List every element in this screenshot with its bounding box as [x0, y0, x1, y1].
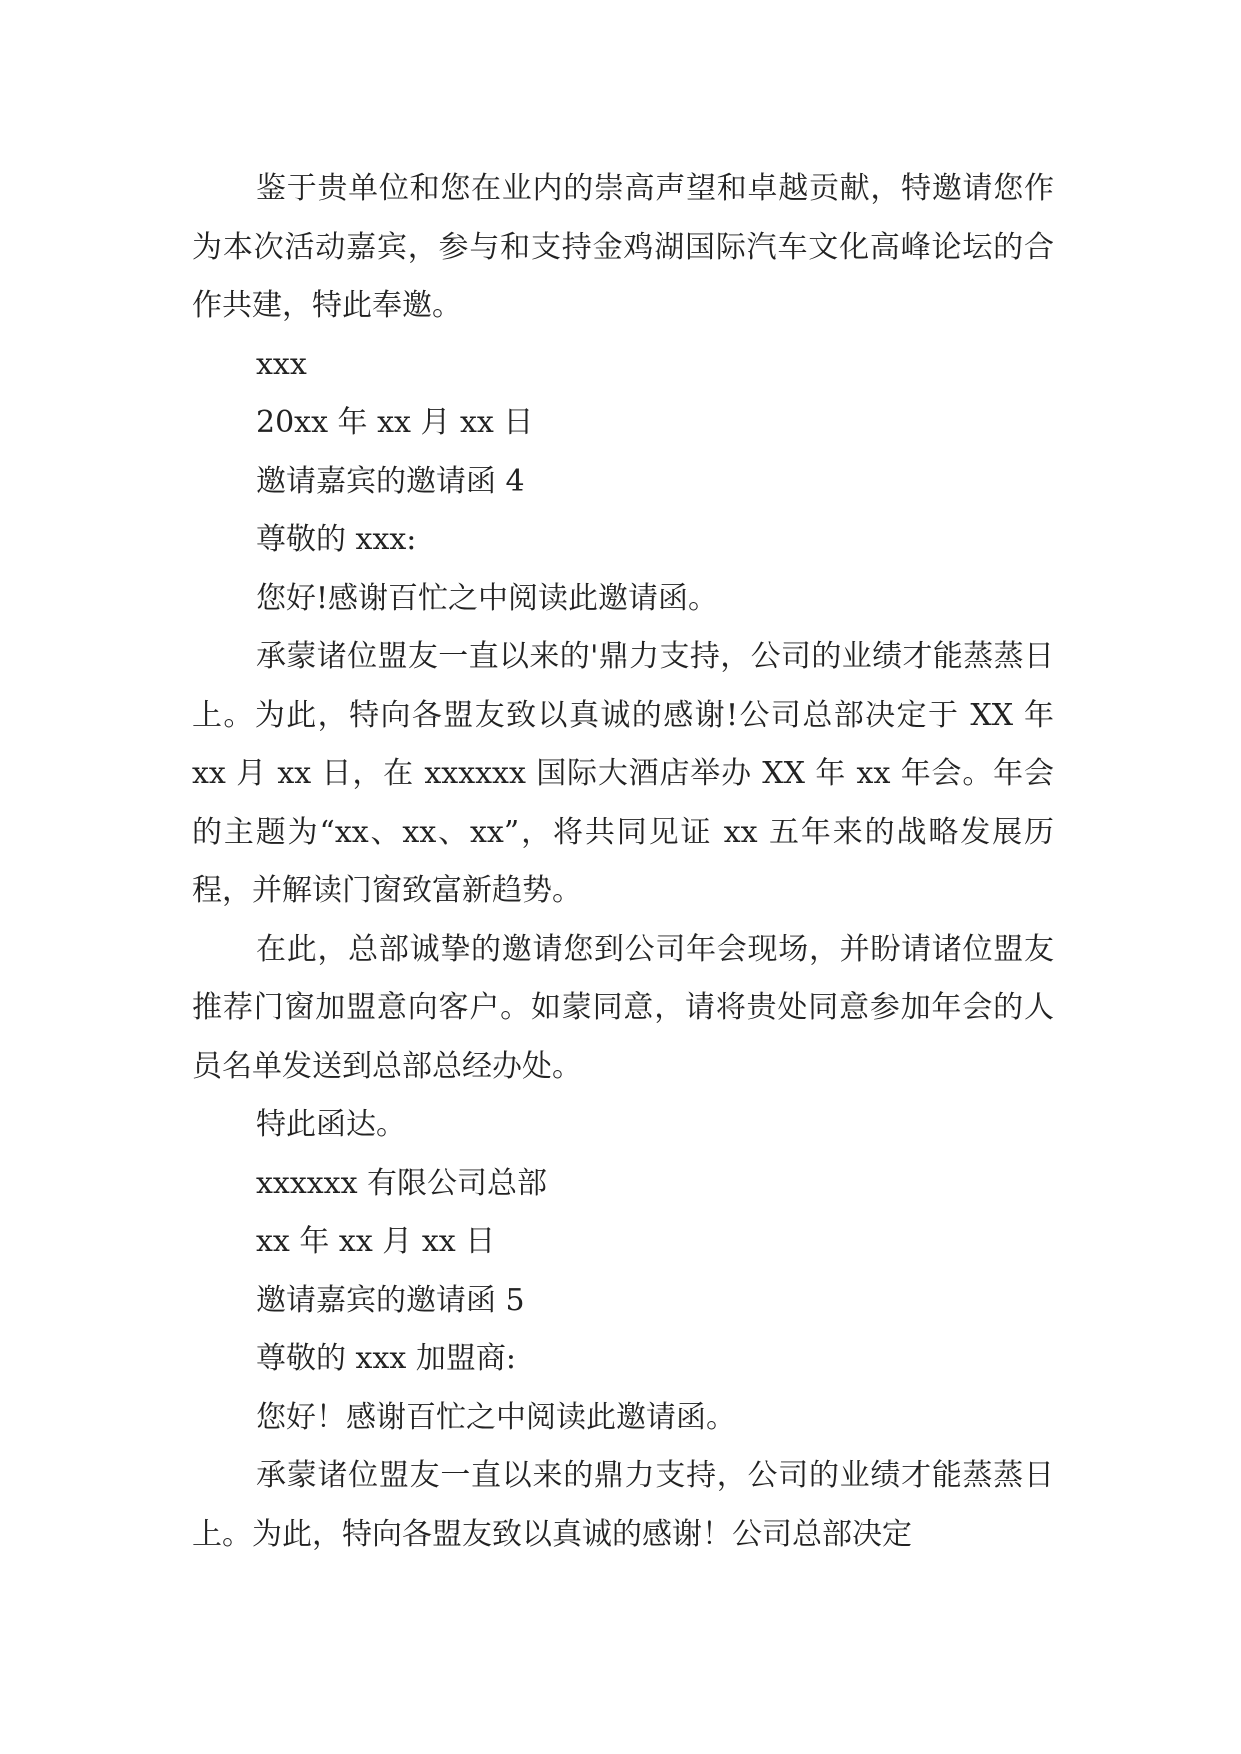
date-line: xx 年 xx 月 xx 日	[256, 1224, 496, 1259]
document-content	[192, 160, 1054, 1564]
body-paragraph: 承蒙诸位盟友一直以来的鼎力支持，公司的业绩才能蒸蒸日上。为此，特向各盟友致以真诚的感谢！公司总部决定	[192, 1458, 1054, 1552]
greeting: 您好！感谢百忙之中阅读此邀请函。	[256, 1399, 736, 1435]
salutation: 尊敬的 xxx 加盟商:	[256, 1341, 516, 1376]
section-title-5: 邀请嘉宾的邀请函 5	[256, 1282, 525, 1318]
invitation-paragraph: 在此，总部诚挚的邀请您到公司年会现场，并盼请诸位盟友推荐门窗加盟意向客户。如蒙同意，请将贵处同意参加年会的人员名单发送到总部总经办处。	[192, 931, 1054, 1084]
closing-line: 特此函达。	[256, 1107, 406, 1142]
greeting: 您好!感谢百忙之中阅读此邀请函。	[256, 580, 719, 616]
intro-paragraph: 鉴于贵单位和您在业内的崇高声望和卓越贡献，特邀请您作为本次活动嘉宾，参与和支持金鸡湖国际汽车文化高峰论坛的合作共建，特此奉邀。	[192, 171, 1054, 323]
salutation: 尊敬的 xxx:	[256, 522, 417, 557]
sender-company: xxxxxx 有限公司总部	[256, 1165, 548, 1201]
body-paragraph: 承蒙诸位盟友一直以来的'鼎力支持，公司的业绩才能蒸蒸日上。为此，特向各盟友致以真诚的感谢!公司总部决定于 XX 年 xx 月 xx 日，在 xxxxxx 国际大酒店举办 XX 年 xx 年会。年会的主题为“xx、xx、xx”，将共同见证 xx 五年来的战略发展历程，并解读门窗致富新趋势。	[192, 639, 1054, 908]
date-line: 20xx 年 xx 月 xx 日	[256, 405, 534, 440]
section-title-4: 邀请嘉宾的邀请函 4	[256, 463, 525, 499]
sender-name: xxx	[256, 346, 307, 382]
